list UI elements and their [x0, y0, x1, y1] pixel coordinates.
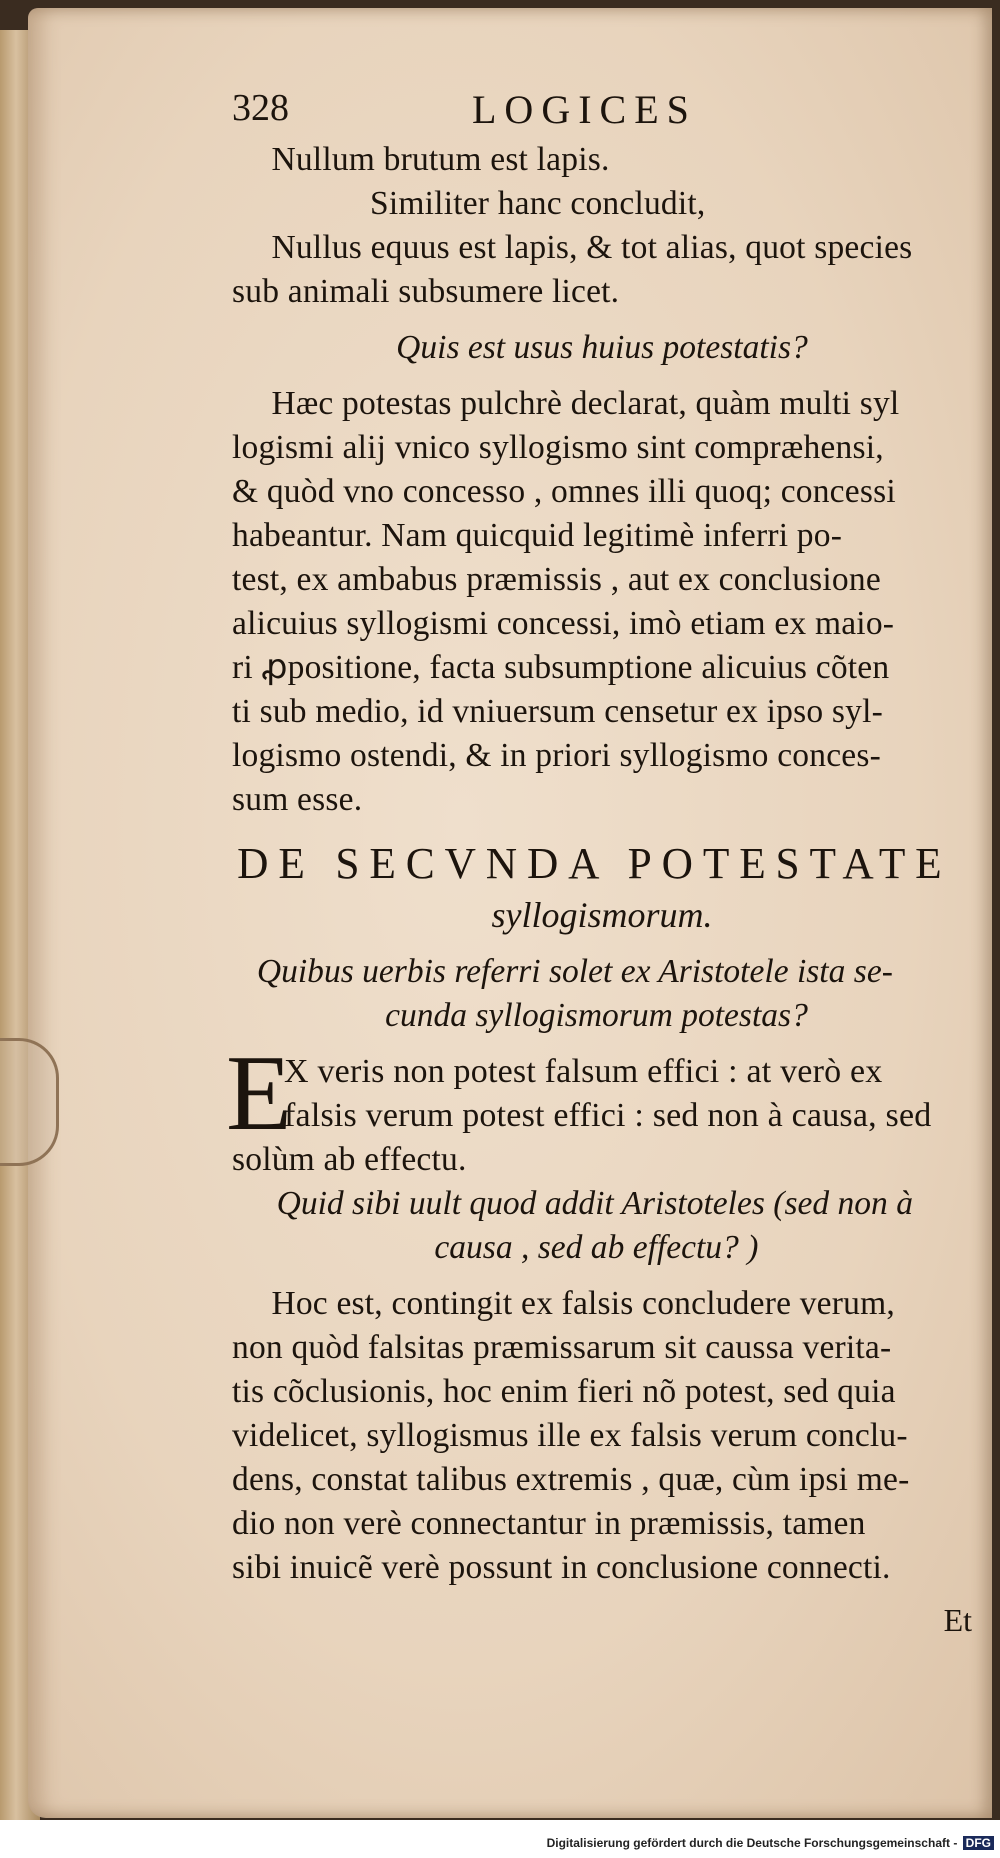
question-heading: Quibus uerbis referri solet ex Aristotele ista se-	[256, 953, 893, 990]
text-line: dens, constat talibus extremis , quæ, cùm ipsi me-	[232, 1461, 910, 1498]
page-content	[226, 82, 972, 1642]
text-line: falsis verum potest effici : sed non à causa, sed	[284, 1097, 932, 1134]
text-line: Similiter hanc concludit,	[370, 185, 706, 222]
text-line: sub animali subsumere licet.	[232, 273, 620, 310]
text-line: logismo ostendi, & in priori syllogismo conces-	[232, 737, 881, 774]
text-line: tis cõclusionis, hoc enim fieri nõ potest, sed quia	[232, 1373, 896, 1410]
text-line: alicuius syllogismi concessi, imò etiam ex maio-	[232, 605, 895, 642]
section-subtitle: syllogismorum.	[491, 895, 713, 935]
text-line: ti sub medio, id vniuersum censetur ex ipso syl-	[232, 693, 883, 730]
page-clasp	[0, 1038, 59, 1166]
text-line: ri ꝓpositione, facta subsumptione alicuius cõten	[232, 649, 890, 686]
text-line: Hoc est, contingit ex falsis concludere verum,	[271, 1285, 895, 1322]
text-line: videlicet, syllogismus ille ex falsis verum conclu-	[232, 1417, 908, 1454]
question-heading: Quis est usus huius potestatis?	[396, 329, 808, 366]
text-line: dio non verè connectantur in præmissis, tamen	[232, 1505, 866, 1542]
page-number: 328	[232, 87, 289, 129]
dfg-logo: DFG	[963, 1836, 994, 1850]
running-header	[232, 82, 972, 138]
section-title: DE SECVNDA POTESTATE	[237, 839, 952, 888]
text-line: test, ex ambabus præmissis , aut ex conclusione	[232, 561, 881, 598]
text-line: & quòd vno concesso , omnes illi quoq; concessi	[232, 473, 896, 510]
text-line: sum esse.	[232, 781, 363, 818]
text-line: logismi alij vnico syllogismo sint compræhensi,	[232, 429, 884, 466]
text-line: X veris non potest falsum effici : at verò ex	[284, 1053, 883, 1090]
text-line: Nullus equus est lapis, & tot alias, quot species	[271, 229, 913, 266]
question-heading: cunda syllogismorum potestas?	[385, 997, 808, 1034]
answer-paragraph	[226, 1034, 972, 1153]
text-line: habeantur. Nam quicquid legitimè inferri po-	[232, 517, 843, 554]
credit-text: Digitalisierung gefördert durch die Deutsche Forschungsgemeinschaft -	[546, 1836, 958, 1850]
question-heading: Quid sibi uult quod addit Aristoteles (sed non à	[276, 1185, 913, 1222]
digitization-credit	[547, 1836, 994, 1850]
running-title: LOGICES	[472, 87, 697, 132]
text-line: Nullum brutum est lapis.	[271, 141, 610, 178]
text-line: solùm ab effectu.	[232, 1141, 467, 1178]
question-heading: causa , sed ab effectu? )	[434, 1229, 759, 1266]
drop-cap: E	[226, 1034, 292, 1153]
catchword: Et	[943, 1602, 972, 1638]
text-line: Hæc potestas pulchrè declarat, quàm multi syl	[271, 385, 900, 422]
text-line: sibi inuicẽ verè possunt in conclusione connecti.	[232, 1549, 891, 1586]
text-line: non quòd falsitas præmissarum sit caussa verita-	[232, 1329, 892, 1366]
